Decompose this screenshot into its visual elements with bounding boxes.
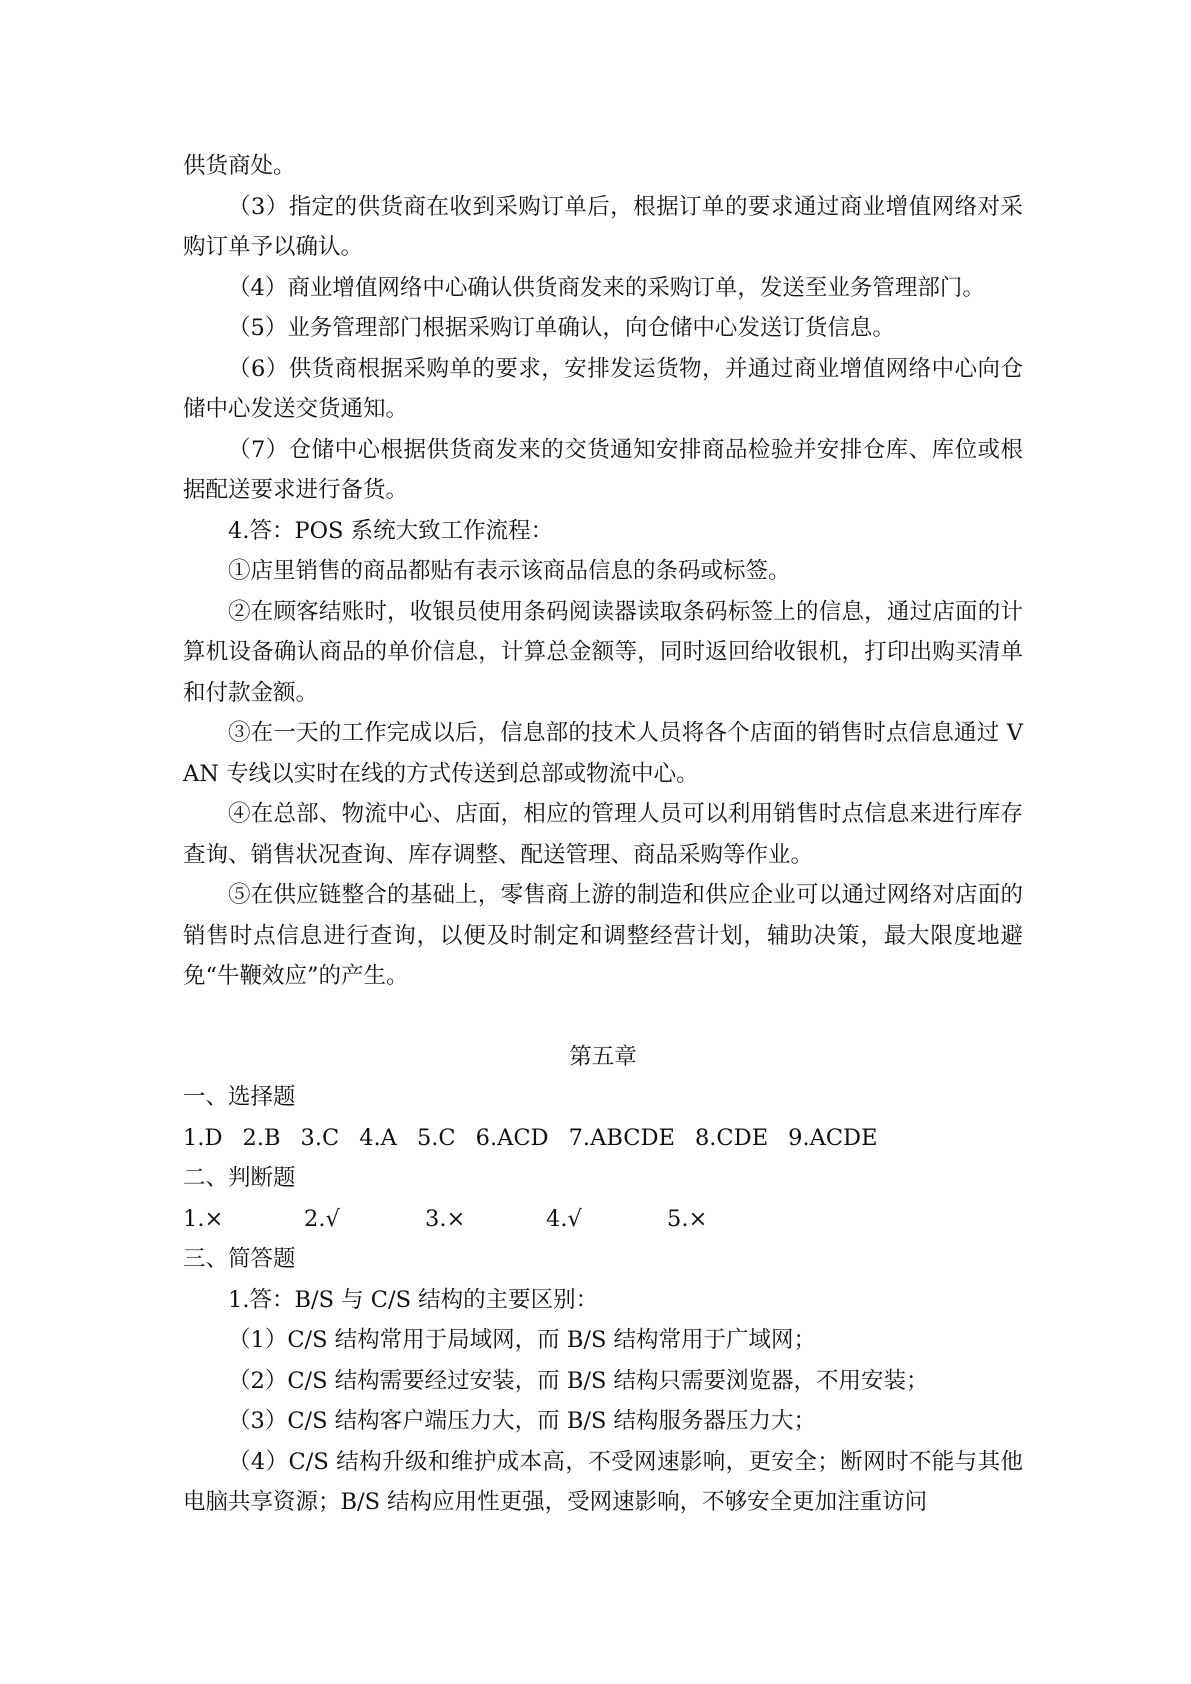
paragraph: ④在总部、物流中心、店面，相应的管理人员可以利用销售时点信息来进行库存查询、销售状况查询、库存调整、配送管理、商品采购等作业。: [183, 801, 1023, 868]
chapter-title: 第五章: [569, 1043, 637, 1070]
answer-item: 4.√: [546, 1205, 582, 1232]
paragraph: （7）仓储中心根据供货商发来的交货通知安排商品检验并安排仓库、库位或根据配送要求进行备货。: [183, 436, 1023, 503]
paragraph: 供货商处。: [183, 153, 296, 179]
answer-item: 6.ACD: [475, 1124, 549, 1151]
answer-item: 5.×: [667, 1205, 708, 1232]
answer-item: 1.D: [183, 1124, 223, 1151]
paragraph: ①店里销售的商品都贴有表示该商品信息的条码或标签。: [228, 558, 791, 584]
answer-item: 4.A: [359, 1124, 397, 1151]
section-heading-judge: 二、判断题: [183, 1165, 296, 1191]
section-heading-short: 三、简答题: [183, 1246, 296, 1272]
answer-item: 5.C: [416, 1124, 456, 1151]
paragraph: （5）业务管理部门根据采购订单确认，向仓储中心发送订货信息。: [228, 315, 895, 341]
paragraph: ⑤在供应链整合的基础上，零售商上游的制造和供应企业可以通过网络对店面的销售时点信息进行查询，以便及时制定和调整经营计划，辅助决策，最大限度地避免“牛鞭效应”的产生。: [183, 882, 1023, 989]
answer-item: 8.CDE: [694, 1124, 769, 1151]
answer-item: 7.ABCDE: [568, 1124, 675, 1151]
choice-answers: [183, 1118, 1023, 1159]
answer-item: 3.C: [300, 1124, 340, 1151]
answer-item: 2.√: [304, 1205, 340, 1232]
paragraph: （3）C/S 结构客户端压力大，而 B/S 结构服务器压力大；: [228, 1408, 817, 1434]
top-section: [183, 146, 1023, 997]
paragraph: （1）C/S 结构常用于局域网，而 B/S 结构常用于广域网；: [228, 1327, 817, 1353]
paragraph: （6）供货商根据采购单的要求，安排发运货物，并通过商业增值网络中心向仓储中心发送交货通知。: [183, 355, 1023, 422]
paragraph: 1.答：B/S 与 C/S 结构的主要区别：: [228, 1286, 599, 1313]
paragraph: （3）指定的供货商在收到采购订单后，根据订单的要求通过商业增值网络对采购订单予以确认。: [183, 193, 1023, 260]
paragraph: ③在一天的工作完成以后，信息部的技术人员将各个店面的销售时点信息通过 VAN 专线以实时在线的方式传送到总部或物流中心。: [183, 720, 1023, 787]
paragraph: （4）商业增值网络中心确认供货商发来的采购订单，发送至业务管理部门。: [228, 274, 985, 301]
paragraph: ②在顾客结账时，收银员使用条码阅读器读取条码标签上的信息，通过店面的计算机设备确认商品的单价信息，计算总金额等，同时返回给收银机，打印出购买清单和付款金额。: [183, 598, 1023, 706]
paragraph: （4）C/S 结构升级和维护成本高，不受网速影响，更安全；断网时不能与其他电脑共享资源；B/S 结构应用性更强，受网速影响，不够安全更加注重访问: [183, 1448, 1023, 1515]
paragraph: 4.答：POS 系统大致工作流程：: [228, 517, 554, 544]
judge-answers: [183, 1199, 1023, 1240]
answer-item: 9.ACDE: [788, 1124, 878, 1151]
answer-item: 3.×: [425, 1205, 466, 1232]
paragraph: （2）C/S 结构需要经过安装，而 B/S 结构只需要浏览器，不用安装；: [228, 1367, 929, 1394]
answer-item: 2.B: [242, 1124, 281, 1151]
section-heading-choice: 一、选择题: [183, 1084, 296, 1110]
document-page: [183, 146, 1023, 1523]
answer-item: 1.×: [183, 1205, 224, 1232]
